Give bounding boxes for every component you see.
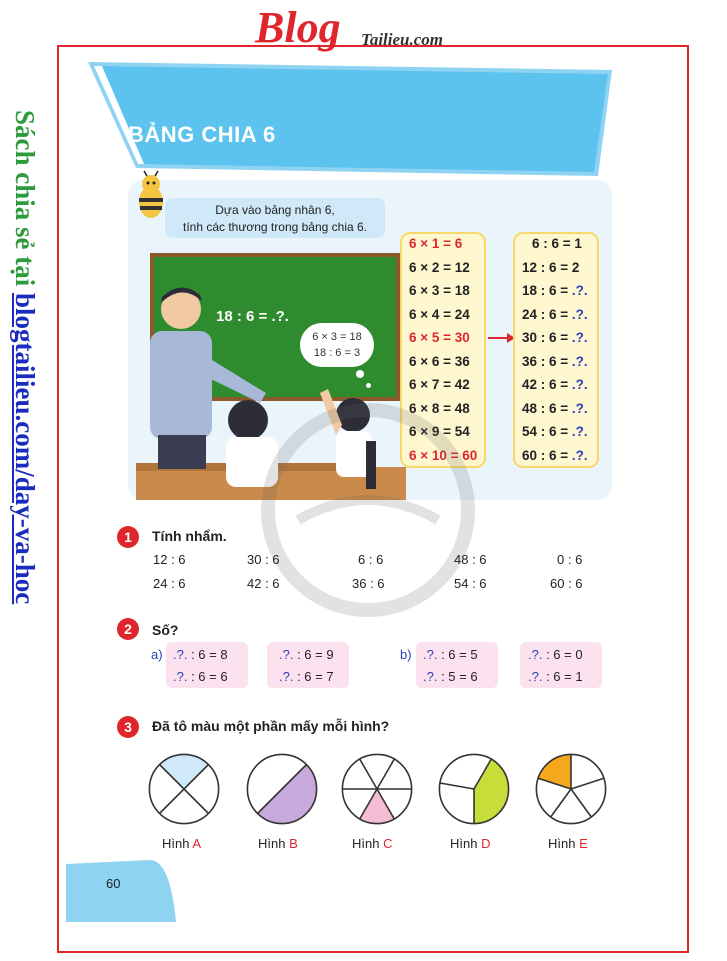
div-left: 30 : 6 = <box>522 330 572 345</box>
figure-word: Hình <box>352 836 380 851</box>
div-unknown: .?. <box>571 330 588 345</box>
ex2-unknown: .?. <box>279 669 294 684</box>
div-row <box>532 236 582 251</box>
shaded-sector <box>360 789 395 824</box>
ex2-equation: : 6 = 5 <box>437 647 478 662</box>
div-unknown: .?. <box>571 283 588 298</box>
exercise-3-title: Đã tô màu một phần mấy mỗi hình? <box>152 718 390 734</box>
div-left: 18 : 6 = <box>522 283 572 298</box>
ex2-equation: : 6 = 7 <box>293 669 334 684</box>
ex2-equation: : 6 = 8 <box>187 647 228 662</box>
ex2-part-a-label: a) <box>151 647 163 662</box>
div-left: 60 : 6 = <box>522 447 572 463</box>
exercise-3-number: 3 <box>117 716 139 738</box>
figure-word: Hình <box>162 836 190 851</box>
instruction-bubble <box>165 198 385 238</box>
div-unknown: .?. <box>571 353 588 369</box>
exercise-1-number: 1 <box>117 526 139 548</box>
ex1-item: 60 : 6 <box>550 576 583 591</box>
figure-b-circle <box>247 754 316 823</box>
div-row <box>522 377 588 392</box>
ex2-unknown: .?. <box>528 647 543 662</box>
ex2-part-b-label: b) <box>400 647 412 662</box>
ex2-unknown: .?. <box>279 647 294 662</box>
div-row <box>522 424 588 439</box>
div-unknown: .?. <box>571 400 588 416</box>
figure-d-circle <box>439 754 508 823</box>
figure-word: Hình <box>258 836 286 851</box>
exercise-1-title: Tính nhẩm. <box>152 528 227 544</box>
ex2-equation: : 5 = 6 <box>437 669 478 684</box>
title-banner <box>80 60 620 178</box>
mult-row: 6 × 6 = 36 <box>409 353 470 369</box>
figure-b-label <box>258 836 298 851</box>
ex1-item: 30 : 6 <box>247 552 280 567</box>
logo-tailieu-text: Tailieu.com <box>361 30 444 49</box>
mult-row: 6 × 1 = 6 <box>409 236 463 251</box>
ex1-item: 24 : 6 <box>153 576 186 591</box>
div-row <box>522 307 588 322</box>
div-row <box>522 401 588 416</box>
div-unknown: .?. <box>571 447 588 463</box>
side-lead-text: Sách chia sẻ tại <box>10 110 40 287</box>
div-left: 42 : 6 = <box>522 377 572 392</box>
instruction-line-1: Dựa vào bảng nhân 6, <box>215 203 335 217</box>
logo-blog-text: Blog <box>255 3 341 52</box>
shaded-sector <box>474 759 509 824</box>
page-number-tab <box>66 860 176 922</box>
div-left: 54 : 6 = <box>522 424 572 439</box>
exercise-2-title: Số? <box>152 622 179 638</box>
figure-e-circle <box>536 754 605 823</box>
div-row <box>522 283 588 298</box>
page-title: BẢNG CHIA 6 <box>128 122 276 147</box>
div-unknown: .?. <box>571 424 588 439</box>
div-row <box>522 330 588 345</box>
ex2-equation: : 6 = 6 <box>187 669 228 684</box>
figure-letter: D <box>481 836 491 851</box>
mult-row: 6 × 7 = 42 <box>409 377 470 392</box>
instruction-line-2: tính các thương trong bảng chia 6. <box>182 220 368 234</box>
div-left: 6 : 6 = <box>532 236 575 251</box>
ex1-item: 42 : 6 <box>247 576 280 591</box>
figure-letter: B <box>289 836 298 851</box>
figure-e-label <box>548 836 588 851</box>
bee-icon <box>134 170 168 222</box>
mult-row: 6 × 9 = 54 <box>409 424 470 439</box>
div-unknown: .?. <box>571 306 588 322</box>
ex1-item: 48 : 6 <box>454 552 487 567</box>
ex1-item: 12 : 6 <box>153 552 186 567</box>
figure-word: Hình <box>450 836 478 851</box>
div-left: 48 : 6 = <box>522 400 572 416</box>
figure-letter: A <box>192 836 202 851</box>
figure-d-label <box>450 836 490 851</box>
figure-c-label <box>352 836 392 851</box>
div-row <box>522 354 588 369</box>
ex2-unknown: .?. <box>423 647 438 662</box>
figure-letter: C <box>383 836 393 851</box>
board-equation: 18 : 6 = .?. <box>216 308 289 325</box>
figure-word: Hình <box>548 836 576 851</box>
fraction-figures <box>148 753 628 833</box>
ex2-equation: : 6 = 9 <box>293 647 334 662</box>
mult-row: 6 × 10 = 60 <box>409 447 478 463</box>
div-row <box>522 260 579 275</box>
figure-a-circle <box>149 754 218 823</box>
div-result: 1 <box>574 236 582 251</box>
mult-row: 6 × 3 = 18 <box>409 283 470 298</box>
ex2-equation: : 6 = 0 <box>542 647 583 662</box>
mult-row: 6 × 2 = 12 <box>409 259 470 275</box>
exercise-2-number: 2 <box>117 618 139 640</box>
div-left: 36 : 6 = <box>522 353 572 369</box>
ex2-equation: : 6 = 1 <box>542 669 583 684</box>
div-row <box>522 448 588 463</box>
div-left: 12 : 6 = <box>522 259 572 275</box>
ex2-unknown: .?. <box>528 669 543 684</box>
ex1-item: 0 : 6 <box>557 552 583 567</box>
div-result: 2 <box>571 259 580 275</box>
side-link[interactable]: blogtailieu.com/day-va-hoc <box>10 293 40 605</box>
thought-line-2: 18 : 6 = 3 <box>313 347 361 359</box>
ex1-item: 6 : 6 <box>358 552 384 567</box>
div-left: 24 : 6 = <box>522 306 572 322</box>
side-watermark <box>10 110 58 730</box>
figure-letter: E <box>579 836 588 851</box>
figure-c-circle <box>342 754 411 823</box>
page-number: 60 <box>106 876 121 891</box>
ex1-item: 54 : 6 <box>454 576 487 591</box>
ex2-unknown: .?. <box>423 669 438 684</box>
ex2-unknown: .?. <box>173 647 188 662</box>
ex2-unknown: .?. <box>173 669 188 684</box>
div-unknown: .?. <box>571 377 588 392</box>
mult-row: 6 × 8 = 48 <box>409 400 470 416</box>
mult-row: 6 × 5 = 30 <box>409 330 470 345</box>
shaded-sector <box>258 765 317 824</box>
figure-a-label <box>162 836 201 851</box>
ex1-item: 36 : 6 <box>352 576 385 591</box>
mult-row: 6 × 4 = 24 <box>409 306 470 322</box>
thought-line-1: 6 × 3 = 18 <box>312 331 362 343</box>
